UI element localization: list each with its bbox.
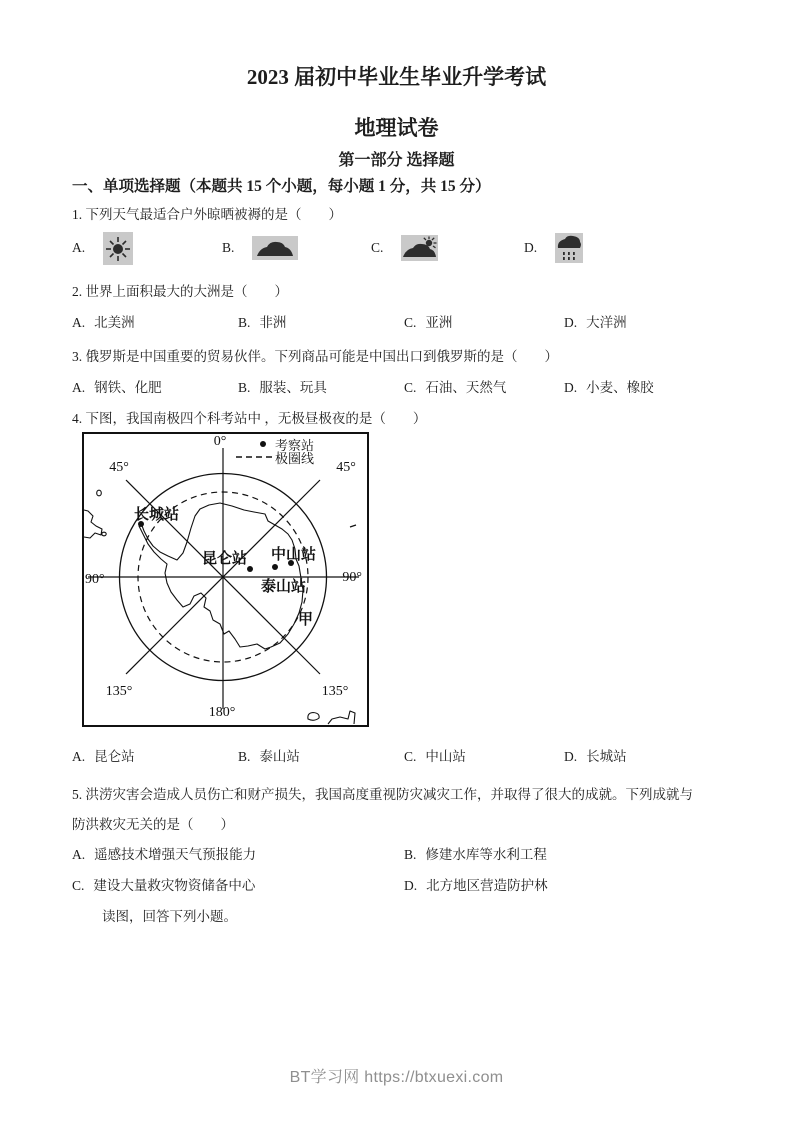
question-text: 下列天气最适合户外晾晒被褥的是（ ） (85, 207, 342, 222)
question-text-line2: 防洪救灾无关的是（ ） (72, 817, 234, 832)
option-text: 遥感技术增强天气预报能力 (94, 847, 257, 862)
option-c (404, 748, 564, 766)
bottom-right-island (308, 713, 319, 721)
meridian-label-45-right: 45° (336, 460, 356, 475)
option-label: A. (72, 240, 86, 255)
station-label-kunlun: 昆仑站 (202, 551, 248, 567)
option-label: C. (371, 240, 384, 255)
option-label: A. (72, 847, 86, 862)
option-text: 中山站 (425, 749, 466, 764)
option-label: A. (72, 315, 86, 330)
question-5-options (72, 846, 721, 895)
option-text: 昆仑站 (94, 749, 135, 764)
option-text: 北美洲 (94, 315, 135, 330)
small-island (102, 532, 106, 536)
cloud-sun-icon (401, 235, 438, 261)
option-d (564, 314, 721, 332)
option-c (404, 314, 564, 332)
option-text: 建设大量救灾物资储备中心 (93, 878, 256, 893)
question-text: 下图，我国南极四个科考站中 ，无极昼极夜的是（ ） (85, 411, 427, 426)
option-text: 修建水库等水利工程 (425, 847, 547, 862)
exam-subtitle: 地理试卷 (354, 116, 439, 140)
question-text: 世界上面积最大的大洲是（ ） (85, 284, 288, 299)
option-label: C. (404, 315, 417, 330)
meridian-label-135-left: 135° (105, 684, 133, 699)
question-number: 3. (72, 349, 83, 364)
option-text: 长城站 (586, 749, 627, 764)
option-label: D. (564, 749, 578, 764)
antarctic-map-figure (82, 432, 369, 727)
option-b (404, 846, 721, 864)
option-a (72, 748, 238, 766)
option-label: D. (564, 315, 578, 330)
option-label: B. (404, 847, 417, 862)
option-label: A. (72, 749, 86, 764)
station-dot-kunlun (247, 566, 253, 572)
station-label-taishan: 泰山站 (261, 579, 307, 595)
option-label: B. (238, 315, 251, 330)
option-label: B. (238, 380, 251, 395)
option-c (72, 877, 404, 895)
option-d (564, 379, 721, 397)
question-5 (72, 780, 721, 840)
option-b (222, 236, 371, 260)
sun-icon (103, 232, 133, 265)
option-text: 大洋洲 (586, 315, 627, 330)
option-a (72, 314, 238, 332)
option-label: C. (404, 380, 417, 395)
option-text: 小麦、橡胶 (586, 380, 654, 395)
meridian-label-45-left: 45° (109, 460, 129, 475)
meridian-label-90-right: 90° (342, 570, 362, 585)
legend-station-label: 考察站 (275, 438, 315, 453)
meridian-label-135-right: 135° (321, 684, 349, 699)
part-heading: 一、单项选择题（本题共 15 个小题，每小题 1 分，共 15 分） (72, 178, 491, 195)
question-4-options (72, 748, 721, 766)
question-3-options (72, 379, 721, 397)
option-c (371, 235, 524, 261)
option-d (564, 748, 721, 766)
option-label: A. (72, 380, 86, 395)
station-label-changcheng: 长城站 (134, 507, 180, 523)
option-d (404, 877, 721, 895)
meridian-label-180: 180° (208, 705, 236, 720)
option-text: 泰山站 (259, 749, 300, 764)
region-label-jia: 甲 (298, 612, 314, 628)
option-text: 服装、玩具 (259, 380, 327, 395)
station-label-zhongshan: 中山站 (271, 547, 317, 563)
option-b (238, 314, 404, 332)
option-text: 北方地区营造防护林 (426, 878, 548, 893)
site-watermark: BT学习网 https://btxuexi.com (289, 1069, 504, 1086)
small-island (97, 490, 102, 496)
meridian-label-90-left: 90° (85, 572, 105, 587)
south-america-tip (84, 510, 102, 538)
question-text-line1: 5. 洪涝灾害会造成人员伤亡和财产损失，我国高度重视防灾减灾工作，并取得了很大的成就。下列成就与 (72, 787, 693, 802)
exam-title: 2023 届初中毕业生毕业升学考试 (246, 65, 547, 89)
cloud-icon (252, 236, 298, 260)
option-d (524, 233, 721, 263)
option-a (72, 379, 238, 397)
question-2 (72, 283, 721, 301)
option-text: 石油、天然气 (425, 380, 507, 395)
question-number: 5. (72, 787, 83, 802)
option-b (238, 748, 404, 766)
option-text: 钢铁、化肥 (94, 380, 162, 395)
station-dot-taishan (272, 564, 278, 570)
question-4 (72, 410, 721, 428)
option-label: B. (238, 749, 251, 764)
bottom-right-island (328, 711, 355, 724)
option-a (72, 846, 404, 864)
option-a (72, 232, 222, 265)
meridian-label-0: 0° (213, 434, 227, 449)
option-text: 非洲 (259, 315, 287, 330)
option-label: D. (404, 878, 418, 893)
section-heading: 第一部分 选择题 (338, 152, 455, 169)
question-number: 4. (72, 411, 83, 426)
option-text: 亚洲 (425, 315, 453, 330)
option-label: C. (72, 878, 85, 893)
option-label: D. (524, 240, 538, 255)
question-1-options (72, 230, 721, 266)
option-c (404, 379, 564, 397)
question-number: 2. (72, 284, 83, 299)
rain-cloud-icon (555, 233, 583, 263)
option-b (238, 379, 404, 397)
option-label: B. (222, 240, 235, 255)
small-island (350, 525, 356, 527)
antarctica-coastline (139, 503, 303, 649)
question-1 (72, 206, 721, 224)
option-label: D. (564, 380, 578, 395)
read-map-instruction: 读图，回答下列小题。 (102, 909, 237, 924)
option-label: C. (404, 749, 417, 764)
question-text: 俄罗斯是中国重要的贸易伙伴。下列商品可能是中国出口到俄罗斯的是（ ） (85, 349, 558, 364)
legend-station-dot (260, 441, 266, 447)
legend-polar-circle-label: 极圈线 (275, 451, 315, 466)
question-number: 1. (72, 207, 83, 222)
question-3 (72, 348, 721, 366)
question-2-options (72, 314, 721, 332)
